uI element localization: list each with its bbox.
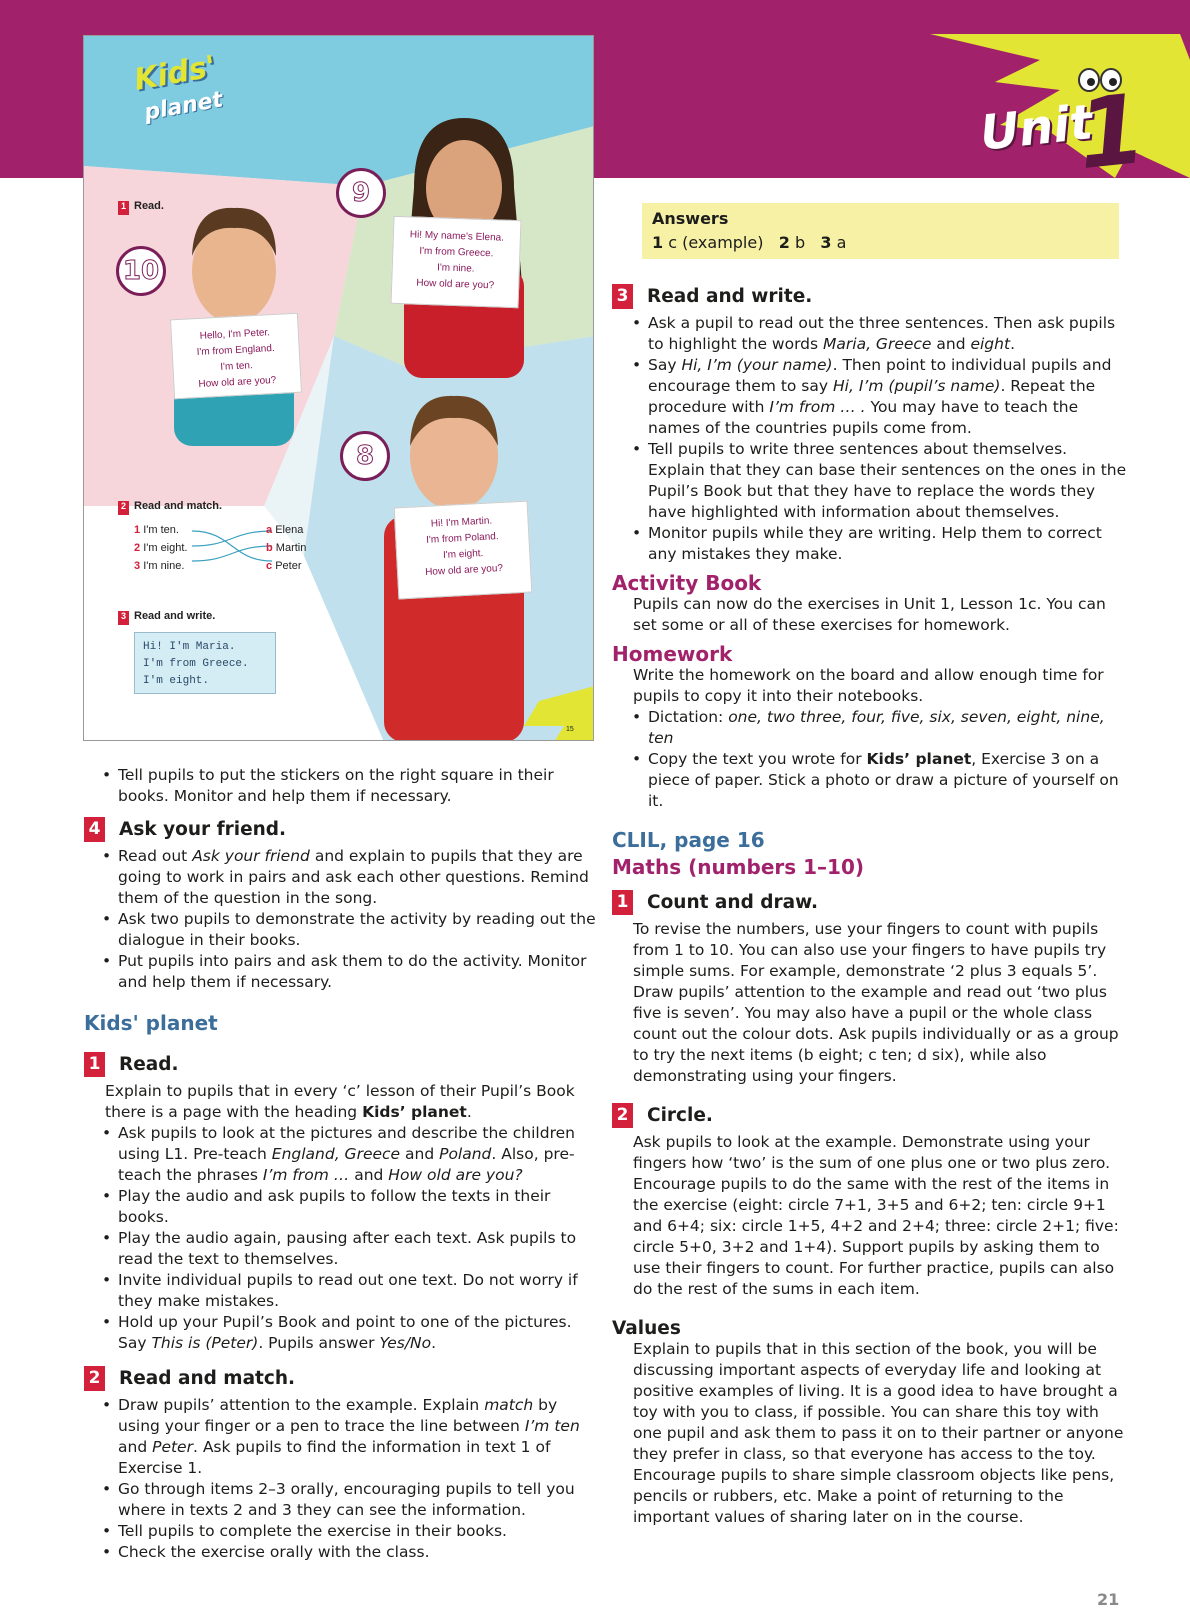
badge-1: 1 — [84, 1052, 105, 1077]
homework-heading: Homework — [612, 642, 733, 666]
read-write-bullet-3: • Tell pupils to write three sentences about themselves. Explain that they can base their sentences on the ones in the Pupil’s Book but that they have to replace the words they have highlighted with information about themselves. — [632, 439, 1127, 523]
section-read-and-match — [84, 1366, 596, 1391]
write-box — [134, 632, 276, 694]
ask-friend-bullet-1: • Read out Ask your friend and explain to pupils that they are going to work in pairs and ask each other questions. Remind them of the question in the song. — [102, 846, 596, 909]
peter-line-4: How old are you? — [198, 374, 277, 390]
thumb-ex1-label: 1 Read. — [118, 200, 164, 215]
read-match-bullet-2: • Go through items 2–3 orally, encouraging pupils to tell you where in texts 2 and 3 they can see the information. — [102, 1479, 596, 1521]
speech-card-peter — [170, 313, 302, 400]
peter-line-2: I'm from England. — [196, 342, 275, 359]
match-right-a: a Elena — [266, 524, 304, 536]
logo-kids: Kids' — [131, 49, 219, 98]
badge-4: 4 — [84, 817, 105, 842]
martin-line-4: How old are you? — [424, 562, 504, 579]
section-count-and-draw — [612, 890, 1127, 915]
left-column — [84, 765, 596, 1563]
write-line-2: I'm from Greece. — [143, 658, 249, 670]
read-bullet-1: • Ask pupils to look at the pictures and describe the children using L1. Pre-teach England, Greece and Poland. Also, pre-teach the phrases I’m from … and How old are you? — [102, 1123, 596, 1186]
speech-card-martin — [394, 501, 533, 600]
read-write-bullet-2: • Say Hi, I’m (your name). Then point to individual pupils and encourage them to say Hi, I’m (pupil’s name). Repeat the procedure with I’m from … . You may have to teach the names of the countries pupils come from. — [632, 355, 1127, 439]
circle-text: Ask pupils to look at the example. Demonstrate using your fingers how ‘two’ is the sum of one plus one or two plus zero. Encourage pupils to do the same with the rest of the items in the exercise (eight: circle 7+1, 3+5 and 6+2; ten: circle 9+1 and 6+4; six: circle 1+5, 4+2 and 2+4; three: circle 2+1; five: circle 5+0, 3+2 and 1+4). Support pupils by asking them to use their fingers to count. For further practice, pupils can also do the rest of the sums in each item. — [633, 1133, 1119, 1298]
read-write-title: Read and write. — [647, 286, 813, 307]
count-draw-text: To revise the numbers, use your fingers to count with pupils from 1 to 10. You can also use your fingers to have pupils try simple sums. For example, demonstrate ‘2 plus 3 equals 5’. Draw pupils’ attention to the example and read out ‘two plus five is seven’. You may also have a pupil or the whole class count out the colour dots. Ask pupils individually or as a group to try the next items (b eight; c ten; d six), while also demonstrating using your fingers. — [633, 920, 1119, 1085]
match-right-b: b Martin — [266, 542, 307, 554]
read-match-bullet-1: • Draw pupils’ attention to the example. Explain match by using your finger or a pen to trace the line between I’m ten and Peter. Ask pupils to find the information in text 1 of Exercise 1. — [102, 1395, 596, 1479]
elena-line-3: I'm nine. — [436, 262, 475, 275]
thumb-ex1-text: Read. — [134, 200, 164, 212]
elena-line-1: Hi! My name's Elena. — [409, 229, 505, 244]
section-read — [84, 1052, 596, 1077]
logo-planet: planet — [142, 87, 225, 126]
read-write-list — [612, 313, 1127, 565]
homework-text: Write the homework on the board and allow enough time for pupils to copy it into their notebooks. — [633, 666, 1104, 705]
circle-title: Circle. — [647, 1105, 713, 1126]
read-intro: Explain to pupils that in every ‘c’ lesson of their Pupil’s Book there is a page with the heading Kids’ planet. — [105, 1082, 575, 1121]
clil-heading: CLIL, page 16 — [612, 828, 765, 852]
read-match-title: Read and match. — [119, 1368, 296, 1389]
write-line-3: I'm eight. — [143, 675, 210, 687]
read-bullet-4: • Invite individual pupils to read out one text. Do not worry if they make mistakes. — [102, 1270, 596, 1312]
unit-number: 1 — [1072, 72, 1151, 192]
activity-book-heading: Activity Book — [612, 571, 762, 595]
martin-line-1: Hi! I'm Martin. — [430, 515, 493, 530]
write-line-1: Hi! I'm Maria. — [143, 641, 236, 653]
thumb-ex2-label: 2 Read and match. — [118, 500, 222, 515]
ask-friend-title: Ask your friend. — [119, 819, 287, 840]
sticker-bullet: • Tell pupils to put the stickers on the right square in their books. Monitor and help them if necessary. — [102, 765, 596, 807]
section-read-and-write — [612, 284, 1127, 309]
page-number: 21 — [1097, 1590, 1120, 1609]
thumb-ex3-label: 3 Read and write. — [118, 610, 215, 625]
homework-bullet-2: • Copy the text you wrote for Kids’ planet, Exercise 3 on a piece of paper. Stick a photo or draw a picture of yourself on it. — [632, 749, 1127, 812]
sticker-list — [84, 765, 596, 807]
ask-friend-list — [84, 846, 596, 993]
answers-box — [642, 203, 1119, 259]
answers-values: 1 c (example) 2 b 3 a — [652, 233, 847, 252]
pupils-book-page-thumbnail — [83, 35, 594, 741]
number-bubble-nine: 9 — [336, 168, 386, 218]
number-bubble-eight: 8 — [340, 431, 390, 481]
boy-peter-photo — [154, 176, 314, 446]
section-circle — [612, 1103, 1127, 1128]
match-left-3: 3 I'm nine. — [134, 560, 185, 572]
homework-list — [612, 707, 1127, 812]
martin-line-3: I'm eight. — [442, 547, 484, 562]
answers-title: Answers — [652, 209, 729, 228]
values-text: Explain to pupils that in this section of the book, you will be discussing important aspects of everyday life and looking at positive examples of living. It is a good idea to have brought a toy with you to class, if possible. You can share this toy with one pupil and ask them to pass it on to their partner or anyone they prefer in class, so that everyone has access to the toy. Encourage pupils to share simple classroom objects like pens, pencils or rubbers, etc. Make a point of returning to the important values of sharing later on in the course. — [633, 1340, 1124, 1526]
unit-label: Unit — [977, 94, 1096, 162]
badge-clil-1: 1 — [612, 890, 633, 915]
elena-line-2: I'm from Greece. — [419, 245, 494, 260]
thumb-ex2-text: Read and match. — [134, 500, 223, 512]
count-draw-title: Count and draw. — [647, 892, 819, 913]
read-bullet-3: • Play the audio again, pausing after each text. Ask pupils to read the text to themselves. — [102, 1228, 596, 1270]
peter-line-3: I'm ten. — [220, 360, 254, 373]
read-write-bullet-1: • Ask a pupil to read out the three sentences. Then ask pupils to highlight the words Maria, Greece and eight. — [632, 313, 1127, 355]
read-match-bullet-4: • Check the exercise orally with the class. — [102, 1542, 596, 1563]
badge-3: 3 — [612, 284, 633, 309]
read-bullet-5: • Hold up your Pupil’s Book and point to one of the pictures. Say This is (Peter). Pupils answer Yes/No. — [102, 1312, 596, 1354]
read-match-list — [84, 1395, 596, 1563]
ask-friend-bullet-3: • Put pupils into pairs and ask them to do the activity. Monitor and help them if necessary. — [102, 951, 596, 993]
read-list — [84, 1123, 596, 1354]
section-ask-your-friend — [84, 817, 596, 842]
number-bubble-ten: 10 — [116, 246, 166, 296]
read-match-bullet-3: • Tell pupils to complete the exercise in their books. — [102, 1521, 596, 1542]
match-left-1: 1 I'm ten. — [134, 524, 179, 536]
maths-heading: Maths (numbers 1–10) — [612, 855, 865, 879]
read-write-bullet-4: • Monitor pupils while they are writing. Help them to correct any mistakes they make. — [632, 523, 1127, 565]
homework-bullet-1: • Dictation: one, two three, four, five, six, seven, eight, nine, ten — [632, 707, 1127, 749]
elena-line-4: How old are you? — [416, 277, 495, 292]
right-column — [612, 284, 1127, 1528]
match-lines — [192, 526, 272, 566]
ask-friend-bullet-2: • Ask two pupils to demonstrate the activity by reading out the dialogue in their books. — [102, 909, 596, 951]
values-heading: Values — [612, 1318, 681, 1339]
match-left-2: 2 I'm eight. — [134, 542, 188, 554]
thumb-page-number: 15 — [566, 726, 574, 733]
read-bullet-2: • Play the audio and ask pupils to follow the texts in their books. — [102, 1186, 596, 1228]
activity-book-text: Pupils can now do the exercises in Unit 1, Lesson 1c. You can set some or all of these exercises for homework. — [633, 595, 1106, 634]
kids-planet-heading: Kids' planet — [84, 1011, 218, 1035]
peter-line-1: Hello, I'm Peter. — [199, 327, 271, 342]
match-right-c: c Peter — [266, 560, 302, 572]
badge-clil-2: 2 — [612, 1103, 633, 1128]
read-title: Read. — [119, 1054, 179, 1075]
martin-line-2: I'm from Poland. — [425, 531, 499, 546]
thumb-ex3-text: Read and write. — [134, 610, 216, 622]
speech-card-elena — [391, 216, 522, 308]
badge-2: 2 — [84, 1366, 105, 1391]
